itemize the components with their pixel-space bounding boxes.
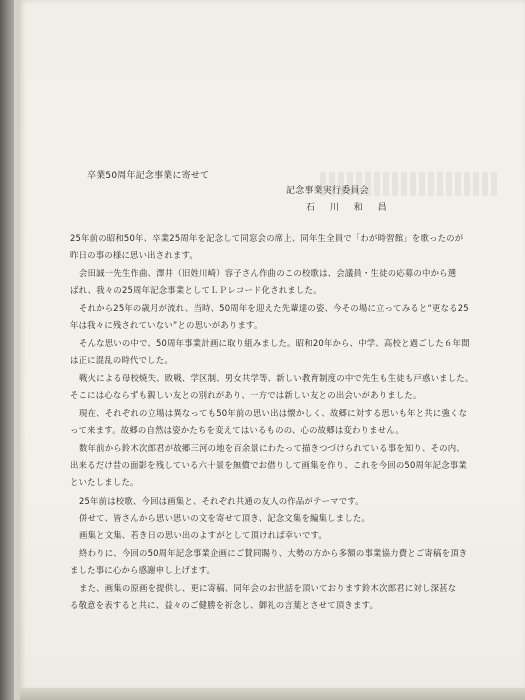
body-line: る敬意を表すると共に、益々のご健勝を祈念し、御礼の言葉とさせて頂きます。: [70, 600, 379, 610]
body-line: ました事に心から感謝申し上げます。: [70, 565, 216, 575]
body-line: 年は我々に残されていない”との思いがあります。: [70, 320, 263, 330]
body-line: 数年前から鈴木次郎君が故郷三河の地を百余景にわたって描きつづけられている事を知り、その内、: [79, 443, 465, 453]
body-line: それから25年の歳月が流れ、当時、50周年を迎えた先輩達の姿、今その場に立ってみると“更なる25: [79, 303, 469, 313]
body-line: 現在、それぞれの立場は異なっても50年前の思い出は懐かしく、故郷に対する思いも年と共に強くな: [79, 408, 468, 418]
body-line: 25年前の昭和50年、卒業25周年を記念して同窓会の席上、同年生全員で「わが時習館」を歌ったのが: [70, 233, 464, 243]
body-line: は正に混乱の時代でした。: [70, 355, 173, 365]
body-line: 会田誠一先生作曲、澤井（旧姓川崎）容子さん作曲のこの校歌は、会議員・生徒の応募の中から選: [79, 268, 457, 278]
article-heading: 卒業50周年記念事業に寄せて: [87, 171, 210, 181]
body-line: って来ます。故郷の自然は姿かたちを変えてはいるものの、心の故郷は変わりません。: [70, 425, 404, 435]
body-line: そんな思いの中で、50周年事業計画に取り組みました。昭和20年から、中学、高校と過ごした６年間: [79, 338, 470, 348]
body-line: ばれ、我々の25周年記念事業としてＬＰレコード化されました。: [70, 285, 322, 295]
body-line: 25年前は校歌、今回は画集と、それぞれ共通の友人の作品がテーマです。: [79, 496, 364, 506]
author-name: 石 川 和 昌: [306, 203, 393, 213]
body-line: そこには心ならずも親しい友との別れがあり、一方では新しい友との出会いがありました。: [70, 390, 422, 400]
body-line: 終わりに、今回の50周年記念事業企画にご賛同賜り、大勢の方から多額の事業協力費とご寄稿を頂き: [79, 548, 468, 558]
committee-name: 記念事業実行委員会: [286, 186, 369, 196]
body-line: 戦火による母校焼失、敗戦、学区制、男女共学等、新しい教育制度の中で先生も生徒も戸惑いました。: [79, 373, 474, 383]
body-line: 昨日の事の様に思い出されます。: [70, 250, 198, 260]
body-line: また、画集の原画を提供し、更に寄稿、同年会のお世話を頂いております鈴木次郎君に対し深甚な: [79, 583, 457, 593]
body-line: といたしました。: [70, 477, 139, 487]
body-line: 出来るだけ昔の面影を残している六十景を無償でお借りして画集を作り、これを今回の50周年記念事業: [70, 460, 467, 470]
body-line: 画集と文集、若き日の思い出のよすがとして頂ければ幸いです。: [79, 530, 328, 540]
body-line: 併せて、皆さんから思い思いの文を寄せて頂き、記念文集を編集しました。: [79, 513, 371, 523]
